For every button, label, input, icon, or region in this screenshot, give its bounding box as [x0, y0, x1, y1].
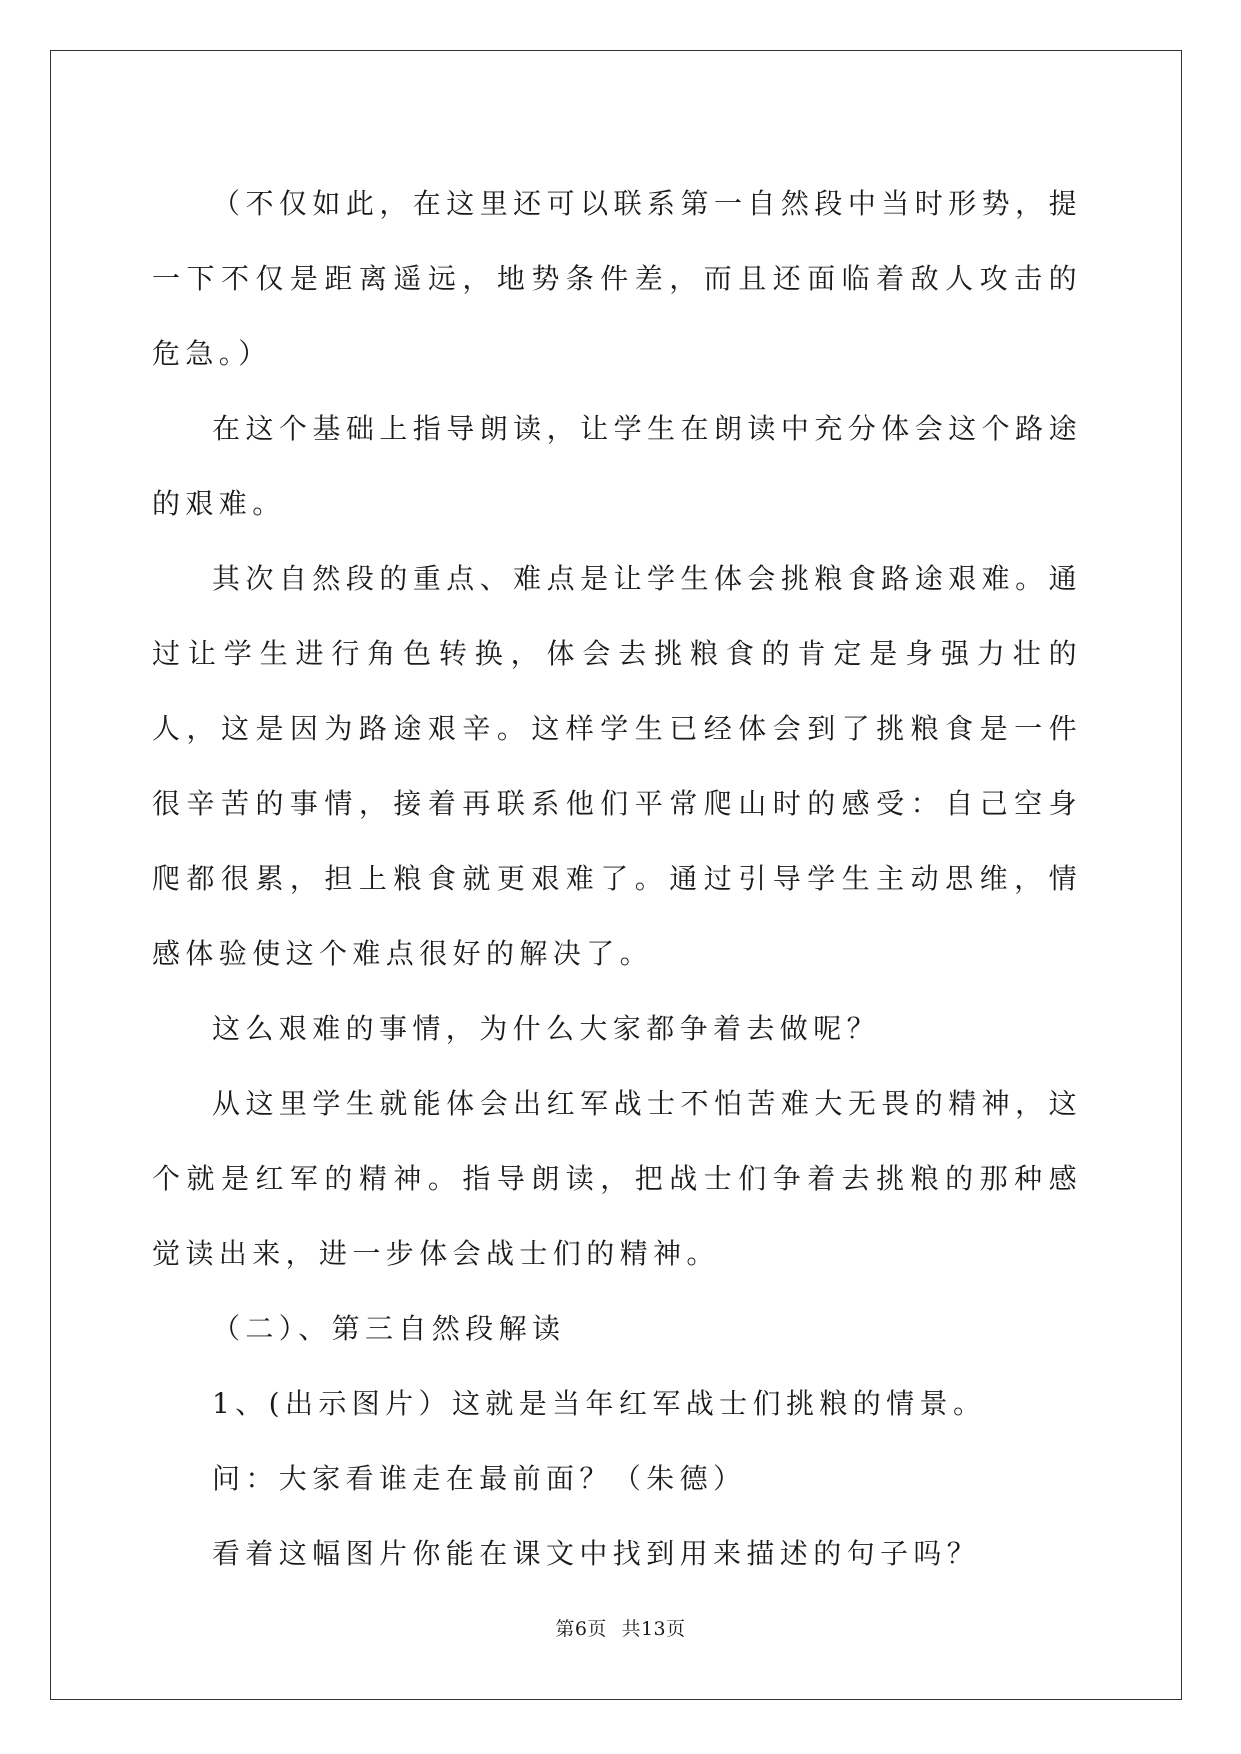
paragraph: 问：大家看谁走在最前面？（朱德）: [212, 1462, 747, 1495]
paragraph: （不仅如此，在这里还可以联系第一自然段中当时形势，提一下不仅是距离遥远，地势条件差，而且还面临着敌人攻击的危急。）: [152, 187, 1082, 370]
paragraph: 看着这幅图片你能在课文中找到用来描述的句子吗？: [212, 1537, 981, 1570]
paragraph: 从这里学生就能体会出红军战士不怕苦难大无畏的精神，这个就是红军的精神。指导朗读，把战士们争着去挑粮的那种感觉读出来，进一步体会战士们的精神。: [152, 1087, 1082, 1270]
paragraph: 其次自然段的重点、难点是让学生体会挑粮食路途艰难。通过让学生进行角色转换，体会去挑粮食的肯定是身强力壮的人，这是因为路途艰辛。这样学生已经体会到了挑粮食是一件很辛苦的事情，接着再联系他们平常爬山时的感受：自己空身爬都很累，担上粮食就更艰难了。通过引导学生主动思维，情感体验使这个难点很好的解决了。: [152, 562, 1082, 970]
paragraph: 1、(出示图片）这就是当年红军战士们挑粮的情景。: [212, 1387, 987, 1420]
section-heading: （二）、第三自然段解读: [212, 1312, 566, 1345]
page-total: 共13页: [621, 1618, 686, 1640]
document-body: [152, 166, 1082, 1591]
page-number: 第6页: [555, 1618, 607, 1640]
paragraph: 在这个基础上指导朗读，让学生在朗读中充分体会这个路途的艰难。: [152, 412, 1082, 520]
paragraph: 这么艰难的事情，为什么大家都争着去做呢？: [212, 1012, 881, 1045]
page-footer: [0, 1617, 1241, 1641]
